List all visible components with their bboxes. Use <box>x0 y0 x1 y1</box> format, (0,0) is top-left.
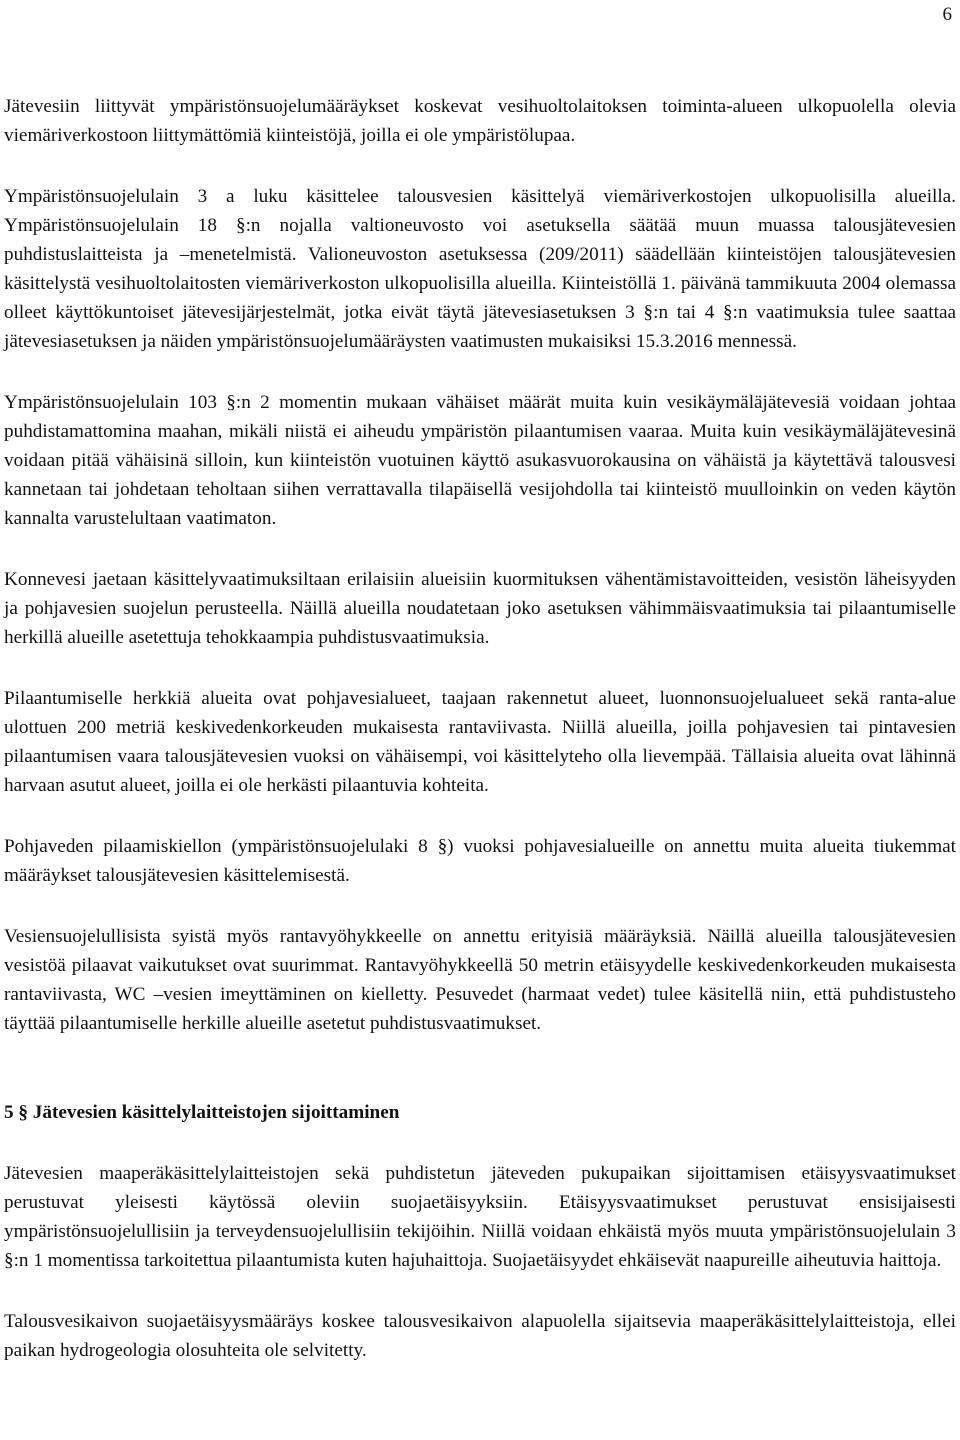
paragraph-shore-zone: Vesiensuojelullisista syistä myös rantavyöhykkeelle on annettu erityisiä määräyksiä. Näillä alueilla talousjätevesien vesistöä pilaavat vaikutukset ovat suurimmat. Rantavyöhykkeellä 50 metrin etäisyydelle keskivedenkorkeuden mukaisesta rantaviivasta, WC –vesien imeyttäminen on kielletty. Pesuvedet (harmaat vedet) tulee käsitellä niin, että puhdistusteho täyttää pilaantumiselle herkille alueille asetetut puhdistusvaatimukset. <box>4 926 956 1034</box>
paragraph-groundwater: Pohjaveden pilaamiskiellon (ympäristönsuojelulaki 8 §) vuoksi pohjavesialueille on annettu muita alueita tiukemmat määräykset talousjätevesien käsittelemisestä. <box>4 836 956 886</box>
document-body <box>4 92 956 1365</box>
paragraph-sensitive-areas: Pilaantumiselle herkkiä alueita ovat pohjavesialueet, taajaan rakennetut alueet, luonnonsuojelualueet sekä ranta-alue ulottuen 200 metriä keskivedenkorkeuden mukaisesta rantaviivasta. Niillä alueilla, joilla pohjavesien tai pintavesien pilaantumisen vaara talousjätevesien vuoksi on vähäisempi, voi käsittelyteho olla lievempää. Tällaisia alueita ovat lähinnä harvaan asutut alueet, joilla ei ole herkästi pilaantuvia kohteita. <box>4 688 956 796</box>
paragraph-well-distance: Talousvesikaivon suojaetäisyysmääräys koskee talousvesikaivon alapuolella sijaitsevia maaperäkäsittelylaitteistoja, ellei paikan hydrogeologia olosuhteita ole selvitetty. <box>4 1311 956 1361</box>
paragraph-placement-distances: Jätevesien maaperäkäsittelylaitteistojen sekä puhdistetun jäteveden pukupaikan sijoittamisen etäisyysvaatimukset perustuvat yleisesti käytössä oleviin suojaetäisyyksiin. Etäisyysvaatimukset perustuvat ensisijaisesti ympäristönsuojelullisiin ja terveydensuojelullisiin tekijöihin. Niillä voidaan ehkäistä myös muuta ympäristönsuojelulain 3 §:n 1 momentissa tarkoitettua pilaantumista kuten hajuhaittoja. Suojaetäisyydet ehkäisevät naapureille aiheutuvia haittoja. <box>4 1163 956 1271</box>
section-heading: 5 § Jätevesien käsittelylaitteistojen sijoittaminen <box>4 1102 400 1123</box>
paragraph-law-chapter: Ympäristönsuojelulain 3 a luku käsittelee talousvesien käsittelyä viemäriverkostojen ulkopuolisilla alueilla. Ympäristönsuojelulain 18 §:n nojalla valtioneuvosto voi asetuksella säätää muun muassa talousjätevesien puhdistuslaitteista ja –menetelmistä. Valioneuvoston asetuksessa (209/2011) säädellään kiinteistöjen talousjätevesien käsittelystä vesihuoltolaitosten viemäriverkoston ulkopuolisilla alueilla. Kiinteistöllä 1. päivänä tammikuuta 2004 olemassa olleet käyttökuntoiset jätevesijärjestelmät, jotka eivät täytä jätevesiasetuksen 3 §:n tai 4 §:n vaatimuksia tulee saattaa jätevesiasetuksen ja näiden ympäristönsuojelumääräysten vaatimusten mukaisiksi 15.3.2016 mennessä. <box>4 186 956 352</box>
page-number: 6 <box>942 4 952 25</box>
paragraph-konnevesi-areas: Konnevesi jaetaan käsittelyvaatimuksiltaan erilaisiin alueisiin kuormituksen vähentämistavoitteiden, vesistön läheisyyden ja pohjavesien suojelun perusteella. Näillä alueilla noudatetaan joko asetuksen vähimmäisvaatimuksia tai pilaantumiselle herkillä alueille asetettuja tehokkaampia puhdistusvaatimuksia. <box>4 569 956 648</box>
paragraph-minor-discharges: Ympäristönsuojelulain 103 §:n 2 momentin mukaan vähäiset määrät muita kuin vesikäymäläjätevesiä voidaan johtaa puhdistamattomina maahan, mikäli niistä ei aiheudu ympäristön pilaantumisen vaaraa. Muita kuin vesikäymäläjätevesinä voidaan pitää vähäisinä silloin, kun kiinteistön vuotuinen käyttö asukasvuorokausina on vähäistä ja käytettävä talousvesi kannetaan tai johdetaan teholtaan siihen verrattavalla tilapäisellä vesijohdolla tai kiinteistö muulloinkin on veden käytön kannalta varustelultaan vaatimaton. <box>4 392 956 529</box>
paragraph-intro: Jätevesiin liittyvät ympäristönsuojelumääräykset koskevat vesihuoltolaitoksen toiminta-alueen ulkopuolella olevia viemäriverkostoon liittymättömiä kiinteistöjä, joilla ei ole ympäristölupaa. <box>4 96 956 146</box>
